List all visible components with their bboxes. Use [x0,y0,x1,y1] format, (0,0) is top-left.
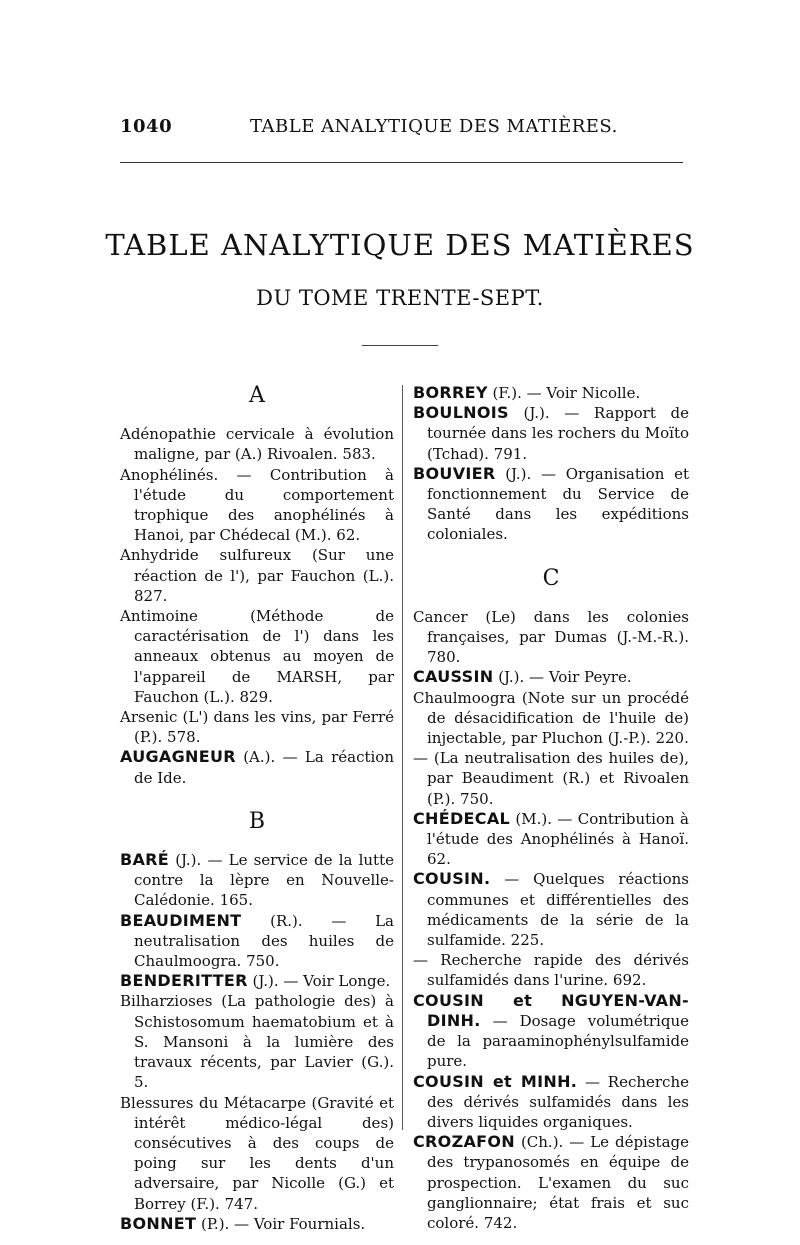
left-column [120,376,394,1234]
author-name: CAUSSIN [413,667,494,687]
header-rule [120,162,683,163]
entry-text: (F.). — Voir Nicolle. [492,384,641,402]
index-entry [413,809,689,870]
index-entry: Anhydride sulfureux (Sur une réaction de l'), par Fauchon (L.). 827. [120,546,394,605]
author-name: BOUVIER [413,463,496,483]
author-name: BARÉ [120,850,170,870]
entry-text: (M.). — Contribution à l'étude des Anophélinés à Hanoï. 62. [427,809,689,869]
index-entry: Blessures du Métacarpe (Gravité et intérêt médico-légal des) consécutives à des coups de poing sur les dents d'un adversaire, par Nicolle (G.) et Borrey (F.). 747. [120,1093,394,1213]
entry-text: (P.). — Voir Fournials. [201,1214,366,1233]
author-name: CHÉDECAL [413,808,510,828]
index-entry: Arsenic (L') dans les vins, par Ferré (P.). 578. [120,708,394,747]
index-entry [120,850,394,911]
author-name: COUSIN et NGUYEN-VAN-DINH. [413,990,689,1030]
index-entry: — (La neutralisation des huiles de), par Beaudiment (R.) et Rivoalen (P.). 750. [413,749,689,808]
author-name: BONNET [120,1213,197,1233]
entry-text: — Recherche des dérivés sulfamidés dans les divers liquides organiques. [427,1072,689,1131]
entry-text: (J.). — Organisation et fonctionnement du Service de Santé dans les expéditions coloniales. [427,464,689,544]
index-entry [413,1132,689,1233]
entry-text: (J.). — Voir Longe. [252,972,391,991]
section-letter-c: C [542,565,560,591]
index-entry: Cancer (Le) dans les colonies françaises, par Dumas (J.-M.-R.). 780. [413,607,689,667]
index-entry [413,869,689,950]
index-entry: Chaulmoogra (Note sur un procédé de désacidification de l'huile de) injectable, par Pluchon (J.-P.). 220. [413,688,689,748]
page-title: TABLE ANALYTIQUE DES MATIÈRES [105,228,695,262]
index-entry: Bilharzioses (La pathologie des) à Schistosomum haematobium et à S. Mansoni à la lumière des travaux récents, par Lavier (G.). 5. [120,992,394,1092]
entry-text: (R.). — La neutralisation des huiles de Chaulmoogra. 750. [134,911,394,971]
index-entry [120,971,394,991]
index-entry: Anophélinés. — Contribution à l'étude du comportement trophique des anophélinés à Hanoi, par Chédecal (M.). 62. [120,465,394,545]
page-subtitle: DU TOME TRENTE-SEPT. [256,286,544,310]
index-entry [413,383,689,403]
author-name: BEAUDIMENT [120,910,242,930]
author-name: BOULNOIS [413,403,509,423]
author-name: BENDERITTER [120,971,248,991]
entry-text: — Dosage volumétrique de la paraaminophénylsulfamide pure. [427,1011,689,1071]
entry-text: (Ch.). — Le dépistage des trypanosomés en équipe de prospection. L'examen du suc ganglionnaire; état frais et suc coloré. 742. [427,1133,689,1232]
index-entry [413,403,689,464]
index-entry [413,464,689,545]
index-entry: — Recherche rapide des dérivés sulfamidés dans l'urine. 692. [413,951,689,990]
author-name: CROZAFON [413,1132,515,1152]
index-entry [413,667,689,687]
index-entry [120,1214,394,1234]
index-entry [120,911,394,972]
index-entry: Antimoine (Méthode de caractérisation de l') dans les anneaux obtenus au moyen de l'appareil de MARSH, par Fauchon (L.). 829. [120,607,394,706]
running-header [120,116,680,146]
index-entry [413,1072,689,1133]
title-rule [362,345,438,346]
entry-text: — Quelques réactions communes et différentielles des médicaments de la série de la sulfamide. 225. [427,870,689,950]
author-name: COUSIN et MINH. [413,1071,578,1091]
author-name: AUGAGNEUR [120,747,236,767]
column-divider [402,385,403,1130]
author-name: BORREY [413,383,488,402]
author-name: COUSIN. [413,869,491,889]
entry-text: (J.). — Rapport de tournée dans les rochers du Moïto (Tchad). 791. [427,404,689,463]
section-letter-b: B [248,808,266,834]
entry-text: (J.). — Le service de la lutte contre la lèpre en Nouvelle-Calédonie. 165. [134,851,394,910]
running-title: TABLE ANALYTIQUE DES MATIÈRES. [250,116,618,137]
section-letter-a: A [249,383,265,408]
page-number: 1040 [120,116,173,137]
entry-text: (J.). — Voir Peyre. [498,668,632,687]
right-column [413,383,689,1233]
entry-text: (A.). — La réaction de Ide. [134,748,394,787]
index-entry [413,991,689,1072]
index-entry [120,747,394,787]
index-entry: Adénopathie cervicale à évolution maligne, par (A.) Rivoalen. 583. [120,425,394,464]
